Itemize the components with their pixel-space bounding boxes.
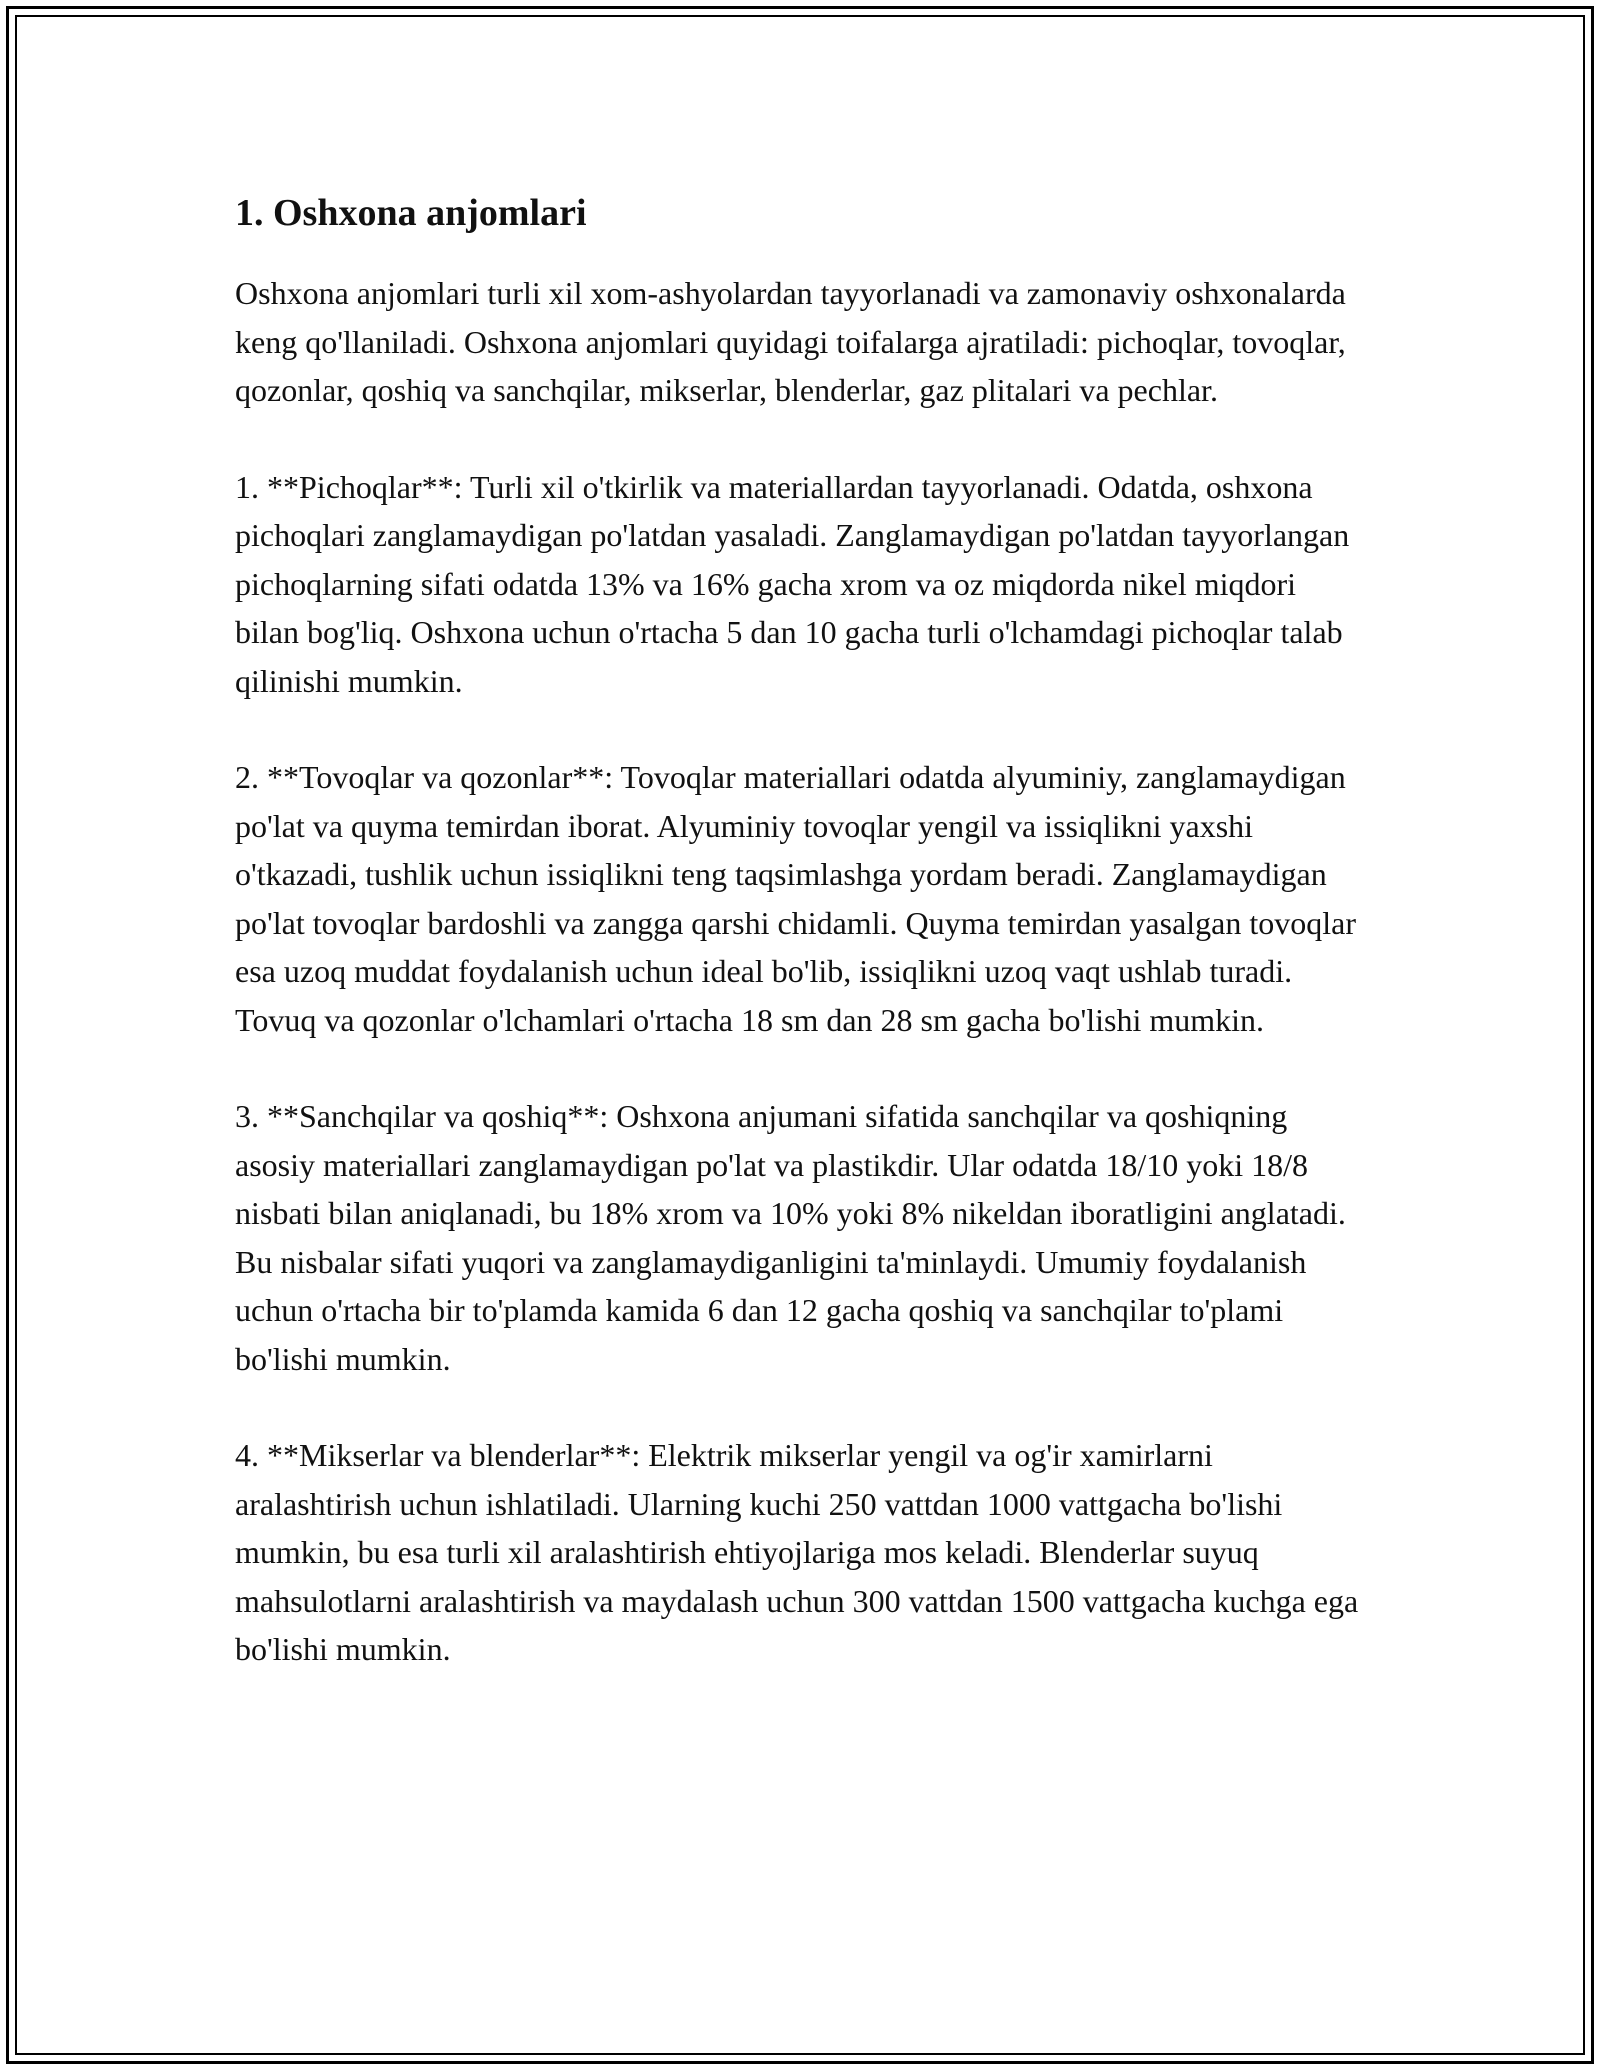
- paragraph-mikserlar-blenderlar: 4. **Mikserlar va blenderlar**: Elektrik mikserlar yengil va og'ir xamirlarni aralashtirish uchun ishlatiladi. Ularning kuchi 250 vattdan 1000 vattgacha bo'lishi mumkin, bu esa turli xil aralashtirish ehtiyojlariga mos keladi. Blenderlar suyuq mahsulotlarni aralashtirish va maydalash uchun 300 vattdan 1500 vattgacha kuchga ega bo'lishi mumkin.: [235, 1437, 1359, 1667]
- paragraph-pichoqlar: 1. **Pichoqlar**: Turli xil o'tkirlik va materiallardan tayyorlanadi. Odatda, oshxona pichoqlari zanglamaydigan po'latdan yasaladi. Zanglamaydigan po'latdan tayyorlangan pichoqlarning sifati odatda 13% va 16% gacha xrom va oz miqdorda nikel miqdori bilan bog'liq. Oshxona uchun o'rtacha 5 dan 10 gacha turli o'lchamdagi pichoqlar talab qilinishi mumkin.: [235, 468, 1350, 699]
- paragraph-sanchqilar-qoshiq: 3. **Sanchqilar va qoshiq**: Oshxona anjumani sifatida sanchqilar va qoshiqning asosiy materiallari zanglamaydigan po'lat va plastikdir. Ular odatda 18/10 yoki 18/8 nisbati bilan aniqlanadi, bu 18% xrom va 10% yoki 8% nikeldan iboratligini anglatadi. Bu nisbalar sifati yuqori va zanglamaydiganligini ta'minlaydi. Umumiy foydalanish uchun o'rtacha bir to'plamda kamida 6 dan 12 gacha qoshiq va sanchqilar to'plami bo'lishi mumkin.: [235, 1098, 1346, 1377]
- paragraph-tovoqlar-qozonlar: 2. **Tovoqlar va qozonlar**: Tovoqlar materiallari odatda alyuminiy, zanglamaydigan po'lat va quyma temirdan iborat. Alyuminiy tovoqlar yengil va issiqlikni yaxshi o'tkazadi, tushlik uchun issiqlikni teng taqsimlashga yordam beradi. Zanglamaydigan po'lat tovoqlar bardoshli va zangga qarshi chidamli. Quyma temirdan yasalgan tovoqlar esa uzoq muddat foydalanish uchun ideal bo'lib, issiqlikni uzoq vaqt ushlab turadi. Tovuq va qozonlar o'lchamlari o'rtacha 18 sm dan 28 sm gacha bo'lishi mumkin.: [235, 759, 1356, 1038]
- document-body: [235, 185, 1365, 1722]
- intro-paragraph: Oshxona anjomlari turli xil xom-ashyolardan tayyorlanadi va zamonaviy oshxonalarda keng qo'llaniladi. Oshxona anjomlari quyidagi toifalarga ajratiladi: pichoqlar, tovoqlar, qozonlar, qoshiq va sanchqilar, mikserlar, blenderlar, gaz plitalari va pechlar.: [235, 275, 1346, 408]
- document-title: 1. Oshxona anjomlari: [235, 192, 587, 234]
